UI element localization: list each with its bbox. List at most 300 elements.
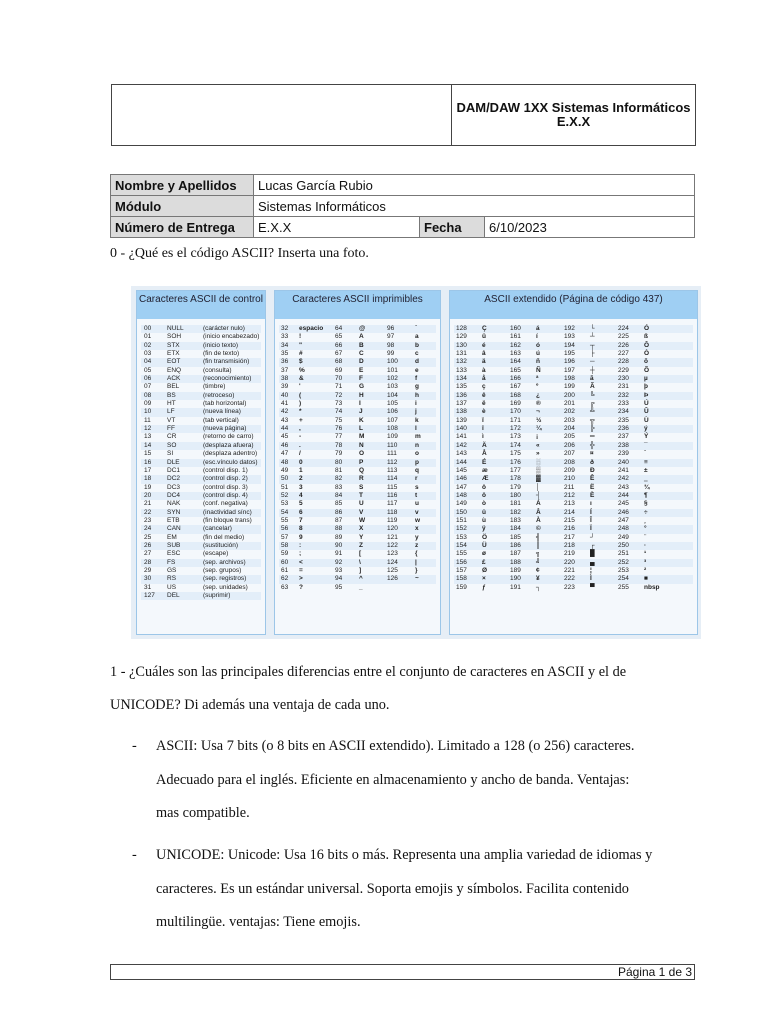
ascii-cell: Y [359,533,364,541]
ascii-cell: ] [359,566,362,574]
ascii-cell: þ [644,383,648,391]
ascii-cell: d [415,358,419,366]
ascii-cell: 209 [564,466,575,474]
ascii-cell: (consulta) [203,366,232,374]
ascii-cell: 197 [564,366,575,374]
ascii-cell: 144 [456,458,467,466]
ascii-cell: (sep. archivos) [203,558,246,566]
ascii-cell: ¡ [536,433,539,441]
ascii-cell: ì [482,433,484,441]
ascii-cell: NULL [167,325,184,332]
ascii-cell: ┼ [590,366,595,374]
ascii-cell: 53 [281,500,289,508]
ascii-cell: 243 [618,483,629,491]
ascii-cell: ACK [167,375,181,383]
ascii-row [279,550,436,558]
ascii-cell: U [359,500,364,508]
bullet-unicode-line2: caracteres. Es un estándar universal. Soporta emojis y símbolos. Facilita contenido [156,880,629,897]
ascii-cell: 88 [335,525,343,533]
ascii-cell: ? [299,583,303,591]
ascii-cell: 191 [510,583,521,591]
ascii-cell: 113 [387,466,398,474]
ascii-cell: Ä [482,441,487,449]
ascii-cell: v [415,508,419,516]
ascii-cell: 63 [281,583,289,591]
ascii-cell: 236 [618,425,629,433]
ascii-cell: - [299,433,302,441]
ascii-cell: c [415,350,419,358]
ascii-row [141,467,261,475]
ascii-cell: g [415,383,419,391]
ascii-cell: 9 [299,533,303,541]
ascii-cell: 213 [564,500,575,508]
ascii-cell: 168 [510,391,521,399]
ascii-cell: 184 [510,525,521,533]
ascii-cell: a [415,333,419,341]
ascii-cell: x [415,525,419,533]
ascii-row [141,442,261,450]
ascii-cell: 120 [387,525,398,533]
ascii-cell: 152 [456,525,467,533]
ascii-cell: 38 [281,375,289,383]
ascii-row [279,442,436,450]
ascii-cell: 07 [144,383,152,391]
ascii-cell: 205 [564,433,575,441]
ascii-cell: À [536,516,541,524]
ascii-cell: 161 [510,333,521,341]
ascii-cell: 103 [387,383,398,391]
ascii-cell: 164 [510,358,521,366]
ascii-cell: 114 [387,475,398,483]
ascii-cell: 44 [281,425,289,433]
ascii-cell: DLE [167,458,180,466]
ascii-cell: 237 [618,433,629,441]
ascii-cell: 202 [564,408,575,416]
ascii-cell: 207 [564,450,575,458]
ascii-cell: ╣ [536,533,541,541]
ascii-cell: 132 [456,358,467,366]
ascii-cell: ║ [536,541,541,549]
ascii-cell: ¢ [536,566,540,574]
ascii-cell: 246 [618,508,629,516]
ascii-cell: F [359,375,363,383]
ascii-cell: w [415,516,421,524]
ascii-cell: Û [644,408,649,416]
ascii-cell: z [415,541,419,549]
ascii-cell: SYN [167,508,181,516]
ascii-cell: ÷ [644,508,648,516]
ascii-row [454,450,693,458]
ascii-cell: B [359,341,364,349]
ascii-cell: t [415,491,418,499]
ascii-cell: 171 [510,416,521,424]
ascii-cell: ï [482,416,484,424]
ascii-cell: 105 [387,400,398,408]
ascii-cell: 117 [387,500,398,508]
ascii-row [141,592,261,600]
ascii-cell: 84 [335,491,343,499]
ascii-extended-title: ASCII extendido (Página de código 437) [450,291,697,319]
ascii-cell: 76 [335,425,343,433]
ascii-row [141,475,261,483]
ascii-cell: L [359,425,363,433]
ascii-cell: 131 [456,350,467,358]
ascii-row [279,400,436,408]
ascii-cell: å [482,375,486,383]
ascii-row [454,392,693,400]
ascii-cell: Õ [644,366,650,374]
ascii-cell: 34 [281,341,289,349]
ascii-cell: # [299,350,303,358]
ascii-cell: 251 [618,550,629,558]
ascii-cell: 252 [618,558,629,566]
ascii-cell: (carácter nulo) [203,325,245,332]
ascii-cell: 220 [564,558,575,566]
ascii-cell: 253 [618,566,629,574]
ascii-cell: ┐ [536,583,541,591]
ascii-cell: í [536,333,538,341]
ascii-row [279,333,436,341]
ascii-cell: Ô [644,341,650,349]
ascii-cell: 86 [335,508,343,516]
ascii-cell: 215 [564,516,575,524]
ascii-cell: 104 [387,391,398,399]
ascii-cell: ú [536,350,540,358]
ascii-cell: SUB [167,541,181,549]
ascii-cell: V [359,508,364,516]
ascii-cell: ▀ [590,583,595,591]
ascii-cell: ~ [415,575,419,583]
ascii-cell: 170 [510,408,521,416]
ascii-cell: ã [590,375,594,383]
ascii-cell: (desplaza adentro) [203,450,258,458]
ascii-row [454,467,693,475]
ascii-table-image [131,286,701,639]
ascii-cell: (cancelar) [203,525,232,533]
ascii-cell: ╝ [536,558,541,566]
ascii-cell: 91 [335,550,343,558]
ascii-cell: Ú [644,400,649,408]
ascii-cell: ═ [590,433,595,441]
ascii-cell: Ë [590,483,595,491]
ascii-cell: ESC [167,550,181,558]
ascii-cell: W [359,516,366,524]
ascii-cell: 232 [618,391,629,399]
ascii-cell: < [299,558,303,566]
ascii-cell: 210 [564,475,575,483]
ascii-row [141,584,261,592]
ascii-cell: 43 [281,416,289,424]
ascii-row [454,500,693,508]
ascii-cell: FF [167,425,175,433]
ascii-cell: 124 [387,558,398,566]
ascii-cell: ö [482,491,486,499]
ascii-row [454,492,693,500]
ascii-cell: 2 [299,475,303,483]
ascii-cell: EOT [167,358,181,366]
ascii-cell: 97 [387,333,395,341]
ascii-cell: , [299,425,301,433]
ascii-cell: FS [167,558,176,566]
ascii-row [279,542,436,550]
ascii-cell: 65 [335,333,343,341]
ascii-row [141,534,261,542]
ascii-control-title: Caracteres ASCII de control [137,291,265,319]
ascii-cell: 26 [144,541,152,549]
ascii-cell: (nueva página) [203,425,247,433]
ascii-cell: (desplaza afuera) [203,441,254,449]
ascii-cell: 48 [281,458,289,466]
ascii-cell: 14 [144,441,152,449]
ascii-cell: 16 [144,458,152,466]
ascii-cell: 130 [456,341,467,349]
ascii-cell: 222 [564,575,575,583]
ascii-cell: 37 [281,366,289,374]
ascii-cell: f [415,375,418,383]
ascii-cell: ≡ [644,458,648,466]
ascii-row [141,425,261,433]
ascii-cell: ý [644,425,648,433]
ascii-cell: 51 [281,483,289,491]
ascii-cell: ò [482,500,486,508]
ascii-row [141,383,261,391]
ascii-cell: 90 [335,541,343,549]
ascii-row [279,459,436,467]
ascii-cell: Ì [590,575,592,583]
ascii-cell: 244 [618,491,629,499]
ascii-row [141,408,261,416]
ascii-cell: 221 [564,566,575,574]
ascii-cell: 198 [564,375,575,383]
ascii-cell: SOH [167,333,182,341]
ascii-row [141,325,261,333]
ascii-cell: 5 [299,500,303,508]
ascii-cell: RS [167,575,177,583]
ascii-cell: 200 [564,391,575,399]
ascii-cell: DC1 [167,466,181,474]
ascii-cell: á [536,325,540,332]
ascii-cell: █ [590,550,595,558]
ascii-cell: ¨ [644,533,647,541]
ascii-cell: è [482,408,486,416]
ascii-row [141,517,261,525]
ascii-cell: (inicio texto) [203,341,239,349]
ascii-row [141,358,261,366]
ascii-row [141,525,261,533]
ascii-cell: 35 [281,350,289,358]
ascii-cell: ╚ [590,391,595,399]
ascii-cell: * [299,408,302,416]
ascii-cell: D [359,358,364,366]
ascii-row [454,584,693,592]
ascii-cell: 0 [299,458,303,466]
ascii-cell: » [536,450,540,458]
ascii-cell: % [299,366,305,374]
ascii-cell: u [415,500,419,508]
ascii-cell: ² [644,566,647,574]
ascii-cell: ¤ [590,450,594,458]
ascii-cell: (nueva línea) [203,408,241,416]
ascii-cell: 73 [335,400,343,408]
ascii-row [279,525,436,533]
ascii-cell: Â [536,508,541,516]
ascii-cell: 89 [335,533,343,541]
ascii-cell: m [415,433,421,441]
ascii-cell: 32 [281,325,289,332]
ascii-cell: VT [167,416,176,424]
ascii-cell: M [359,433,365,441]
ascii-cell: ╬ [590,441,595,449]
ascii-row [141,575,261,583]
ascii-row [141,567,261,575]
ascii-cell: 93 [335,566,343,574]
ascii-cell: ╗ [536,550,541,558]
ascii-cell: · [644,541,647,549]
ascii-row [279,492,436,500]
ascii-cell: 133 [456,366,467,374]
ascii-row [141,392,261,400]
ascii-cell: ├ [590,350,595,358]
ascii-cell: 28 [144,558,152,566]
ascii-cell: 18 [144,475,152,483]
ascii-row [454,442,693,450]
ascii-cell: 247 [618,516,629,524]
ascii-cell: « [536,441,540,449]
ascii-cell: Ø [482,566,488,574]
ascii-cell: ù [482,516,486,524]
ascii-cell: à [482,366,486,374]
ascii-row [454,475,693,483]
ascii-cell: Á [536,500,541,508]
ascii-cell: 154 [456,541,467,549]
ascii-row [454,367,693,375]
bullet-unicode-line1: UNICODE: Unicode: Usa 16 bits o más. Representa una amplia variedad de idiomas y [156,847,653,863]
ascii-cell: 194 [564,341,575,349]
ascii-cell: (esc.vínculo datos) [203,458,258,466]
ascii-cell: GS [167,566,177,574]
ascii-row [141,509,261,517]
ascii-cell: 206 [564,441,575,449]
ascii-cell: ë [482,400,486,408]
ascii-row [141,350,261,358]
delivery-value: E.X.X [254,217,420,238]
ascii-cell: 111 [387,450,397,458]
ascii-cell: 46 [281,441,289,449]
ascii-cell: e [415,366,419,374]
ascii-cell: 127 [144,592,155,599]
ascii-cell: 98 [387,341,395,349]
ascii-row [279,517,436,525]
ascii-cell: Î [590,516,592,524]
ascii-row [454,575,693,583]
ascii-cell: Ç [482,325,487,332]
ascii-cell: 211 [564,483,575,491]
ascii-cell: 149 [456,500,467,508]
ascii-cell: ® [536,400,541,408]
ascii-cell: 219 [564,550,575,558]
ascii-cell: 169 [510,400,521,408]
ascii-cell: Ó [644,325,650,332]
ascii-cell: ñ [536,358,540,366]
ascii-cell: 27 [144,550,152,558]
ascii-cell: $ [299,358,303,366]
ascii-cell: 153 [456,533,467,541]
ascii-row [279,383,436,391]
ascii-row [279,392,436,400]
ascii-cell: 122 [387,541,398,549]
module-label: Módulo [111,196,254,217]
ascii-cell: µ [644,375,648,383]
ascii-cell: 101 [387,366,398,374]
ascii-cell: 137 [456,400,467,408]
ascii-cell: 42 [281,408,289,416]
ascii-row [141,417,261,425]
ascii-cell: (sep. unidades) [203,583,248,591]
ascii-cell: r [415,475,418,483]
ascii-cell: = [299,566,303,574]
ascii-cell: (escape) [203,550,229,558]
ascii-cell: 50 [281,475,289,483]
ascii-cell: ` [415,325,418,332]
ascii-cell: CAN [167,525,181,533]
ascii-cell: { [415,550,418,558]
ascii-row [141,500,261,508]
ascii-cell: ┌ [590,541,595,549]
ascii-cell: 49 [281,466,289,474]
ascii-cell: I [359,400,361,408]
ascii-cell: 173 [510,433,521,441]
bullet-mark: - [132,738,137,754]
ascii-cell: . [299,441,301,449]
ascii-cell: 187 [510,550,521,558]
ascii-row [141,433,261,441]
ascii-cell: 145 [456,466,467,474]
ascii-cell: 39 [281,383,289,391]
ascii-cell: l [415,425,417,433]
ascii-cell: o [415,450,419,458]
ascii-row [141,559,261,567]
ascii-cell: 60 [281,558,289,566]
ascii-cell: SI [167,450,174,458]
ascii-cell: 140 [456,425,467,433]
ascii-cell: 157 [456,566,467,574]
ascii-cell: HT [167,400,176,408]
ascii-row [141,375,261,383]
ascii-cell: (sustitución) [203,541,239,549]
ascii-cell: J [359,408,363,416]
ascii-cell: ´ [644,450,647,458]
ascii-cell: Ï [590,525,592,533]
ascii-cell: Æ [482,475,489,483]
ascii-cell: û [482,508,486,516]
ascii-cell: (tab horizontal) [203,400,247,408]
ascii-cell: Ü [482,541,487,549]
ascii-cell: © [536,525,541,533]
ascii-row [141,484,261,492]
ascii-cell: 41 [281,400,289,408]
ascii-cell: õ [644,358,648,366]
ascii-row [141,450,261,458]
ascii-row [279,425,436,433]
ascii-cell: 233 [618,400,629,408]
ascii-cell: 160 [510,325,521,332]
ascii-cell: 226 [618,341,629,349]
ascii-cell: ê [482,391,486,399]
ascii-cell: S [359,483,364,491]
ascii-row [454,559,693,567]
ascii-cell: 138 [456,408,467,416]
ascii-cell: 23 [144,516,152,524]
